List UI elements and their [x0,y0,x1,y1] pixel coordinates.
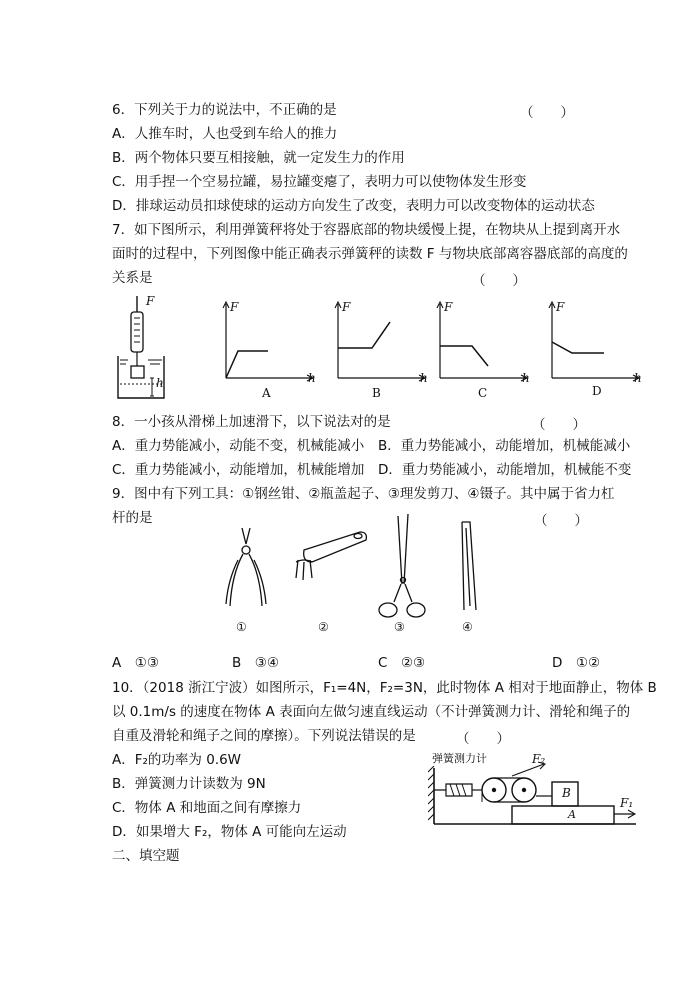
pliers-icon [226,528,266,606]
q9-option-a: A ①③ [112,655,159,671]
q9-stem-line-2: 杆的是 [112,510,153,526]
f2-label: F₂ [532,752,546,766]
graph-d-x-label: h [634,371,642,385]
block-a-label: A [568,808,576,821]
block-b-label: B [562,786,571,800]
spring-scale-drawing [112,294,192,402]
q10-stem-line-2: 以 0.1m/s 的速度在物体 A 表面向左做匀速直线运动（不计弹簧测力计、滑轮和绳子的 [112,704,631,720]
graph-d [540,298,646,398]
tools-drawing [218,514,488,638]
q9-option-b: B ③④ [232,655,279,671]
q10-stem-line-3: 自重及滑轮和绳子之间的摩擦）。下列说法错误的是 [112,728,416,744]
fig-f-label: F [146,294,155,308]
q9-stem-line-1: 9．图中有下列工具：①钢丝钳、②瓶盖起子、③理发剪刀、④镊子。其中属于省力杠 [112,486,615,502]
scissors-icon [379,514,425,617]
tools-figure [218,514,488,638]
tweezers-icon [462,522,476,610]
tool-label-2: ② [318,620,329,634]
graph-d-y-label: F [556,300,565,314]
q8-option-d: D．重力势能减小，动能增加，机械能不变 [378,462,632,478]
q6-option-c: C．用手捏一个空易拉罐，易拉罐变瘪了，表明力可以使物体发生形变 [112,174,527,190]
pulley-figure [428,748,640,828]
bottle-opener-icon [296,532,366,580]
q10-stem-line-1: 10．（2018 浙江宁波）如图所示，F₁=4N，F₂=3N，此时物体 A 相对于地面静止，物体 B [112,680,657,696]
graph-b-caption: B [372,386,381,400]
tool-label-1: ① [236,620,247,634]
graph-a-caption: A [262,386,271,400]
q8-option-a: A．重力势能减小，动能不变，机械能减小 [112,438,365,454]
q7-stem-line-3: 关系是 [112,270,153,286]
fig-h-label: h [156,376,164,390]
q6-answer-paren: （ ） [520,105,574,121]
graph-b-y-label: F [342,300,351,314]
q9-option-c: C ②③ [378,655,426,671]
q10-answer-paren: （ ） [456,731,510,747]
q6-option-d: D．排球运动员扣球使球的运动方向发生了改变，表明力可以改变物体的运动状态 [112,198,595,214]
q9-answer-paren: （ ） [534,513,588,529]
q10-option-d: D．如果增大 F₂，物体 A 可能向左运动 [112,824,347,840]
graph-c-caption: C [478,386,488,400]
q8-option-b: B．重力势能减小，动能增加，机械能减小 [378,438,631,454]
spring-scale-label: 弹簧测力计 [432,752,487,765]
graph-a-x-label: h [308,371,316,385]
q7-answer-paren: （ ） [472,273,526,289]
graph-a [214,298,320,398]
section-2-heading: 二、填空题 [112,848,180,864]
q7-stem-line-1: 7．如下图所示，利用弹簧秤将处于容器底部的物块缓慢上提，在物块从上提到离开水 [112,222,621,238]
q6-stem: 6．下列关于力的说法中，不正确的是 [112,102,337,118]
graph-a-y-label: F [230,300,239,314]
q6-option-a: A．人推车时，人也受到车给人的推力 [112,126,338,142]
q10-option-c: C．物体 A 和地面之间有摩擦力 [112,800,302,816]
q8-answer-paren: （ ） [532,417,586,433]
q7-stem-line-2: 面时的过程中，下列图像中能正确表示弹簧秤的读数 F 与物块底部离容器底部的高度的 [112,246,628,262]
q6-option-b: B．两个物体只要互相接触，就一定发生力的作用 [112,150,405,166]
q8-stem: 8．一小孩从滑梯上加速滑下，以下说法对的是 [112,414,391,430]
q9-option-d: D ①② [552,655,601,671]
q10-option-a: A．F₂的功率为 0.6W [112,752,242,768]
tool-label-4: ④ [462,620,473,634]
graph-c-y-label: F [444,300,453,314]
q10-option-b: B．弹簧测力计读数为 9N [112,776,266,792]
graph-b [326,298,432,398]
graph-c-x-label: h [522,371,530,385]
spring-scale-container-figure [112,294,192,402]
tool-label-3: ③ [394,620,405,634]
graph-b-x-label: h [420,371,428,385]
graph-d-caption: D [592,384,602,398]
q8-option-c: C．重力势能减小，动能增加，机械能增加 [112,462,365,478]
graph-c [428,298,534,398]
f1-label: F₁ [620,796,634,810]
